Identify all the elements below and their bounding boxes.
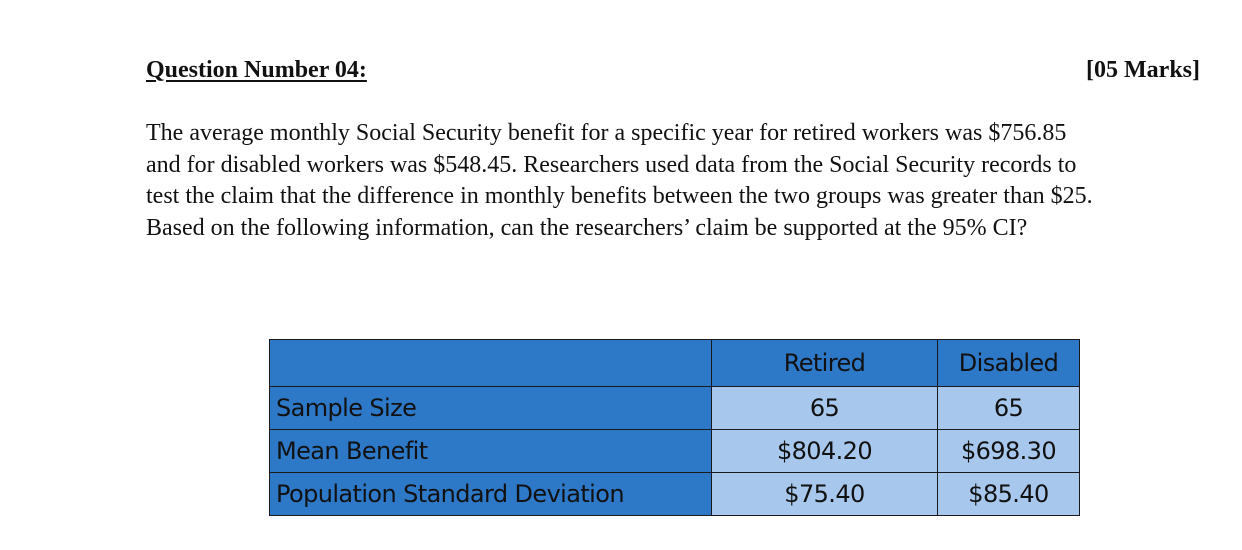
question-body-line: test the claim that the difference in monthly benefits between the two groups was greater than $25. (146, 183, 1093, 209)
header-empty-cell (270, 340, 712, 387)
disabled-value: $85.40 (938, 473, 1080, 516)
question-body (146, 118, 1206, 244)
table-row (270, 387, 1080, 430)
row-label: Sample Size (270, 387, 712, 430)
retired-value: $75.40 (712, 473, 938, 516)
row-label: Mean Benefit (270, 430, 712, 473)
disabled-value: $698.30 (938, 430, 1080, 473)
table-row (270, 430, 1080, 473)
table-header-row (270, 340, 1080, 387)
question-heading: Question Number 04: (146, 57, 367, 83)
question-marks: [05 Marks] (1086, 57, 1200, 83)
table-row (270, 473, 1080, 516)
question-body-line: Based on the following information, can the researchers’ claim be supported at the 95% CI? (146, 214, 1028, 241)
question-body-line: The average monthly Social Security benefit for a specific year for retired workers was $756.85 (146, 120, 1067, 146)
benefits-table (269, 339, 1080, 516)
header-disabled: Disabled (938, 340, 1080, 387)
header-retired: Retired (712, 340, 938, 387)
row-label: Population Standard Deviation (270, 473, 712, 516)
retired-value: 65 (712, 387, 938, 430)
question-body-line: and for disabled workers was $548.45. Researchers used data from the Social Security records to (146, 151, 1077, 178)
retired-value: $804.20 (712, 430, 938, 473)
disabled-value: 65 (938, 387, 1080, 430)
